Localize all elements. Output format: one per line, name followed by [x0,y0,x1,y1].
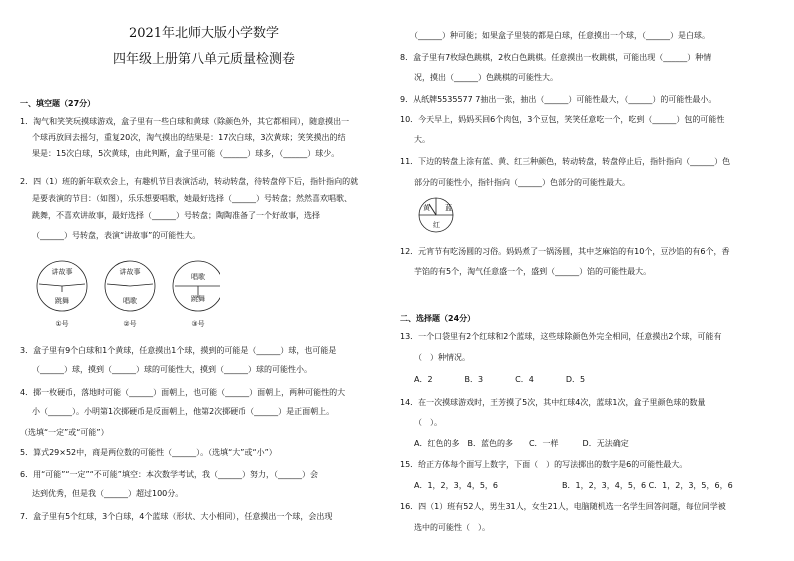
question-line: 部分的可能性小，指针指向（______）色部分的可能性最大。 [414,178,630,187]
question-line: 8．盒子里有7枚绿色跳棋，2枚白色跳棋。任意摸出一枚跳棋，可能出现（______）种情 [400,53,712,62]
question-line: 况，摸出（______）色跳棋的可能性大。 [414,73,558,82]
question-line: 11．下边的转盘上涂有蓝、黄、红三种颜色，转动转盘，转盘停止后，指针指向（______）色 [400,157,731,166]
question-line: 12．元宵节有吃汤圆的习俗。妈妈煮了一锅汤圆，其中芝麻馅的有10个，豆沙馅的有6个，香 [400,247,730,256]
question-line: 2．四（1）班的新年联欢会上，有趣机节目表演活动，转动转盘，待转盘停下后，指针指向的就 [20,177,359,186]
spinner-3-top-label: 唱歌 [191,273,205,281]
worksheet-title: 2021年北师大版小学数学 [128,26,280,41]
spinner-1-bottom-label: 跳舞 [55,297,69,305]
question-line: （ ）种情况。 [414,353,470,362]
spinner-blue-label: 蓝 [445,204,452,212]
question-line: 芋馅的有5个，淘气任意盛一个，盛到（______）馅的可能性最大。 [414,267,652,276]
spinner-2-caption: ②号 [123,320,137,328]
choice-line: A．2 B．3 C．4 D．5 [414,375,586,384]
question-line: 跳舞，不喜欢讲故事，最好选择（______）号转盘；陶陶准备了一个好故事，选择 [32,211,320,220]
question-line: 选中的可能性（ ）。 [414,523,490,532]
question-line: 大。 [414,135,430,144]
spinner-3-caption: ③号 [191,320,205,328]
question-line: 个球再放回去摇匀，重复20次，淘气摸出的结果是：17次白球，3次黄球；笑笑摸出的结 [32,133,346,142]
question-line: 1．淘气和笑笑玩摸球游戏，盒子里有一些白球和黄球（除颜色外，其它都相同），随意摸出一 [20,117,350,126]
question-line: 14．在一次摸球游戏时，王芳摸了5次，其中红球4次，蓝球1次，盒子里颜色球的数量 [400,398,706,407]
question-line: 达到优秀，但是我（______）超过100分。 [32,489,184,498]
question-line: 4．掷一枚硬币，落地时可能（______）面朝上，也可能（______）面朝上，两种可能性的大 [20,388,346,397]
spinner-3-bottom-label: 跳舞 [191,295,205,303]
question-line: 小（______）。小明第1次掷硬币是反面朝上，他第2次掷硬币（______）是正面朝上。 [32,407,335,416]
section-multiple-choice: 二、选择题（24分） [400,314,476,323]
spinner-red-label: 红 [433,221,440,229]
question-line: （ ）。 [414,418,442,427]
question-line: 6．用“可能”“一定”“不可能”填空：本次数学考试，我（______）努力，（______）会 [20,470,318,479]
question-line: 果是：15次白球，5次黄球，由此判断，盒子里可能（______）球多，（______）球少。 [32,149,340,158]
question-line: 9．从纸牌5535577 7抽出一张，抽出（______）可能性最大，（______）的可能性最小。 [400,95,717,104]
spinner-1-top-label: 讲故事 [51,268,73,276]
worksheet-subtitle: 四年级上册第八单元质量检测卷 [112,52,295,67]
question-line: 是要表演的节目：（如图），乐乐想要唱歌，她最好选择（______）号转盘；然然喜欢唱歌、 [32,194,352,203]
question-line: 10．今天早上，妈妈买回6个肉包，3个豆包，笑笑任意吃一个，吃到（______）包的可能性 [400,115,725,124]
question-line: 15．给正方体每个面写上数字，下面（ ）的写法掷出的数字是6的可能性最大。 [400,460,688,469]
question-line: （______）球，摸到（______）球的可能性大，摸到（______）球的可能性小。 [32,365,312,374]
spinner-2-bottom-label: 唱歌 [123,297,137,305]
section-fill-blank: 一、填空题（27分） [20,99,96,108]
choice-line: A．红色的多 B．蓝色的多 C．一样 D．无法确定 [414,439,629,448]
spinner-1-caption: ①号 [55,320,69,328]
question-line: 3．盒子里有9个白球和1个黄球，任意摸出1个球，摸到的可能是（______）球，也可能是 [20,346,337,355]
question-line: 16．四（1）班有52人，男生31人，女生21人，电脑随机选一名学生回答问题，每位同学被 [400,502,726,511]
question-line: （______）种可能；如果盒子里装的都是白球，任意摸出一个球，（______）是白球。 [410,31,710,40]
choice-line: A．1，2，3，4，5，6 B．1，2，3，4，5，6 C．1，2，3，5，6，6 [414,481,733,490]
question-line: （选填“一定”或“可能”） [20,428,109,437]
question-line: 13．一个口袋里有2个红球和2个蓝球，这些球除颜色外完全相同，任意摸出2个球，可能有 [400,332,722,341]
spinner-yellow-label: 黄 [423,204,430,212]
question-line: 5．算式29×52中，商是两位数的可能性（______）。（选填“大”或“小”） [20,448,277,457]
question-line: （______）号转盘，表演“讲故事”的可能性大。 [32,231,201,240]
spinner-2-top-label: 讲故事 [119,268,141,276]
question-line: 7．盒子里有5个红球，3个白球，4个蓝球（形状、大小相同），任意摸出一个球，会出现 [20,512,333,521]
